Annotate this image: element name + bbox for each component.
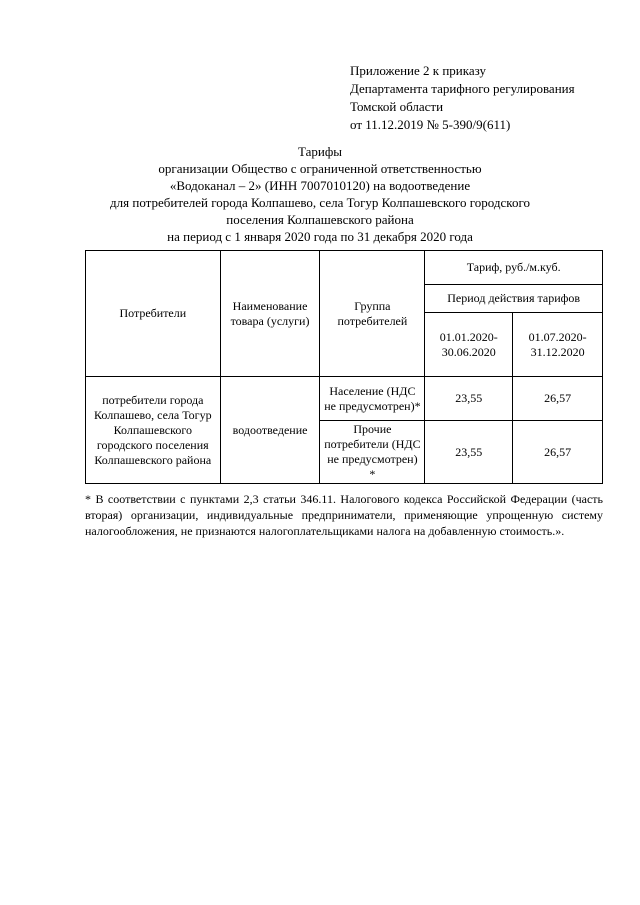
header-period-2: 01.07.2020-31.12.2020	[513, 313, 603, 377]
title-line: для потребителей города Колпашево, села Тогур Колпашевского городского	[110, 195, 530, 210]
title-period: на период с 1 января 2020 года по 31 декабря 2020 года	[167, 229, 473, 244]
footnote: * В соответствии с пунктами 2,3 статьи 346.11. Налогового кодекса Российской Федерации (часть вторая) организации, индивидуальные предприниматели, применяющие упрощенную систему налогообложения, не признаются налогоплательщиками налога на добавленную стоимость.».	[85, 492, 603, 538]
document-title	[20, 143, 620, 245]
title-heading: Тарифы	[297, 144, 342, 159]
header-period: Период действия тарифов	[425, 285, 603, 313]
cell-tariff-1: 23,55	[425, 377, 513, 421]
appendix-line: Приложение 2 к приказу	[350, 63, 487, 78]
header-service: Наименование товара (услуги)	[220, 251, 320, 377]
tariff-table	[85, 250, 603, 484]
title-line: организации Общество с ограниченной ответственностью	[158, 161, 482, 176]
appendix-line: Департамента тарифного регулирования	[350, 81, 575, 96]
header-consumers: Потребители	[86, 251, 221, 377]
appendix-order-date: от 11.12.2019 № 5-390/9(611)	[350, 117, 511, 132]
header-group: Группа потребителей	[320, 251, 425, 377]
cell-tariff-2: 26,57	[513, 421, 603, 484]
title-line: поселения Колпашевского района	[226, 212, 414, 227]
cell-service: водоотведение	[220, 377, 320, 484]
table-row	[86, 377, 603, 421]
cell-consumers: потребители города Колпашево, села Тогур Колпашевского городского поселения Колпашевского района	[86, 377, 221, 484]
appendix-line: Томской области	[350, 99, 444, 114]
cell-tariff-1: 23,55	[425, 421, 513, 484]
appendix-header	[350, 62, 575, 134]
title-line: «Водоканал – 2» (ИНН 7007010120) на водоотведение	[169, 178, 471, 193]
cell-tariff-2: 26,57	[513, 377, 603, 421]
cell-group: Прочие потребители (НДС не предусмотрен) *	[320, 421, 425, 484]
header-period-1: 01.01.2020-30.06.2020	[425, 313, 513, 377]
header-tariff: Тариф, руб./м.куб.	[425, 251, 603, 285]
cell-group: Население (НДС не предусмотрен)*	[320, 377, 425, 421]
